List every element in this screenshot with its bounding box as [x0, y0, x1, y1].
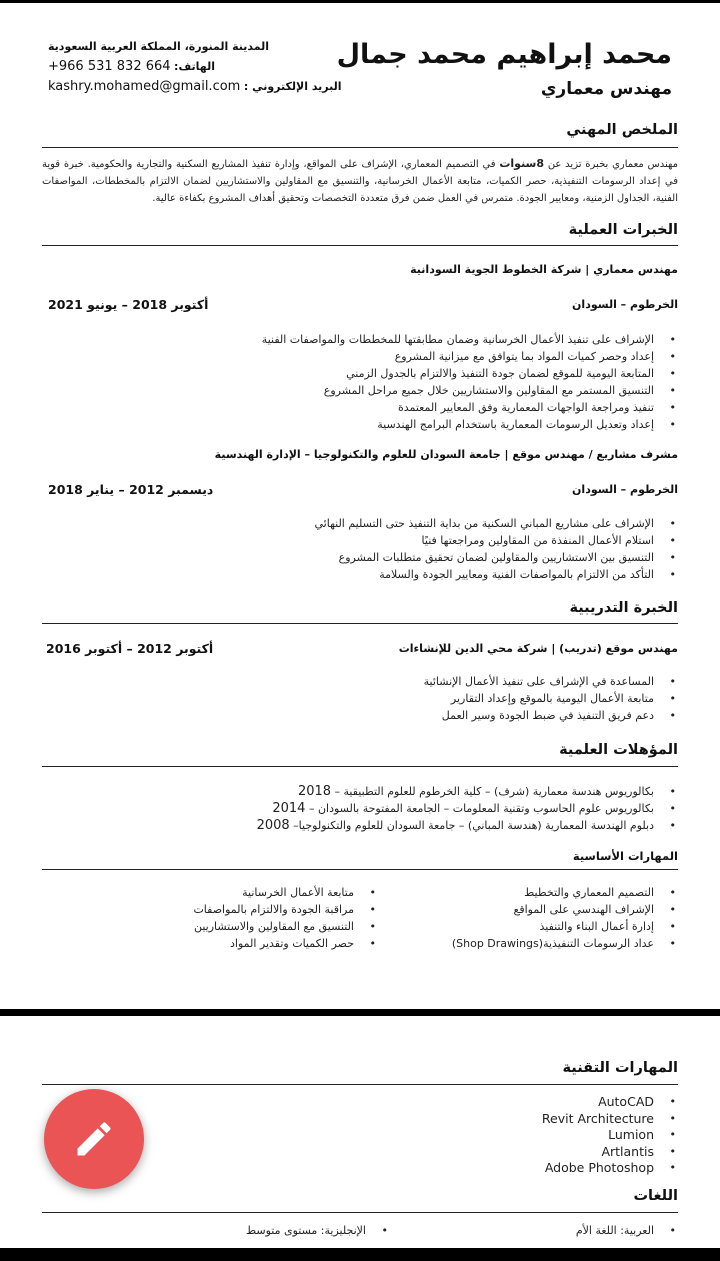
job-2-dates: ديسمبر 2012 – يناير 2018 [48, 482, 214, 497]
tech-skill: Revit Architecture [541, 1110, 654, 1126]
tech-skill: AutoCAD [598, 1094, 654, 1109]
list-item: • مراقبة الجودة والالتزام بالمواصفات [193, 901, 378, 918]
education-item-text: بكالوريوس علوم الحاسوب وتقنية المعلومات – الجامعة المفتوحة بالسودان – [305, 802, 654, 815]
summary-text-before: مهندس معماري بخبرة تزيد عن [544, 159, 678, 170]
tech-skill: Adobe Photoshop [544, 1160, 654, 1175]
contact-location: المدينة المنورة، المملكة العربية السعودية [48, 40, 270, 53]
education-item-text: دبلوم الهندسة المعمارية (هندسة المباني) – جامعة السودان للعلوم والتكنولوجيا– [289, 819, 654, 832]
list-item: • التنسيق المستمر مع المقاولين والاستشاريين خلال جميع مراحل المشروع [262, 382, 678, 399]
summary-years: 8سنوات [499, 157, 545, 170]
list-item: • عداد الرسومات التنفيذية(Shop Drawings) [452, 935, 678, 952]
tech-skill: Lumion [608, 1127, 654, 1142]
candidate-title: مهندس معماري [540, 79, 672, 99]
education-heading: المؤهلات العلمية [559, 742, 678, 758]
training-heading: الخبرة التدريبية [569, 600, 678, 616]
list-item: • المتابعة اليومية للموقع لضمان جودة التنفيذ والالتزام بالجدول الزمني [262, 365, 678, 382]
list-item: • التنسيق بين الاستشاريين والمقاولين لضمان تحقيق متطلبات المشروع [314, 549, 678, 566]
experience-heading: الخبرات العملية [568, 222, 678, 238]
phone-value: +966 531 832 664 [48, 59, 171, 74]
tech-skills-divider [42, 1084, 678, 1085]
list-item: • إدارة أعمال البناء والتنفيذ [452, 918, 678, 935]
training-dates: أكتوبر 2012 – أكتوبر 2016 [46, 641, 214, 656]
list-item [542, 1144, 678, 1161]
tech-skill: Artlantis [601, 1143, 654, 1159]
list-item: • الإشراف على تنفيذ الأعمال الخرسانية وضمان مطابقتها للمخططات والمواصفات الفنية [262, 331, 678, 348]
email-value: kashry.mohamed@gmail.com [48, 79, 241, 94]
job-2-title: مشرف مشاريع / مهندس موقع | جامعة السودان للعلوم والتكنولوجيا – الإدارة الهندسية [214, 448, 678, 461]
phone-label: الهاتف: [174, 60, 215, 73]
tech-skills-heading: المهارات التقنية [562, 1060, 678, 1076]
languages-list-native [576, 1222, 678, 1239]
training-bullets [424, 673, 678, 724]
list-item [542, 1111, 678, 1128]
summary-text-after: في التصميم المعماري، الإشراف على المواقع، وإدارة تنفيذ المشاريع السكنية والتجارية والحكومية. خبرة قوية في إعداد الرسومات التنفيذية، حصر الكميات، متابعة الأعمال الخرسانية، والتنسيق مع المقاولين والاستشاريين لضمان الالتزام بالمخططات، المواصفات الفنية، الجداول الزمنية، ومعايير الجودة. متمرس في العمل ضمن فرق متعددة التخصصات وتحقيق أهداف المشروع بكفاءة عالية. [42, 159, 678, 204]
pencil-icon [72, 1117, 116, 1161]
list-item: • دعم فريق التنفيذ في ضبط الجودة وسير العمل [424, 707, 678, 724]
core-skills-heading: المهارات الأساسية [572, 849, 678, 863]
core-skills-right-list [452, 884, 678, 952]
tech-skills-list [542, 1094, 678, 1177]
list-item: • المساعدة في الإشراف على تنفيذ الأعمال الإنشائية [424, 673, 678, 690]
training-title: مهندس موقع (تدريب) | شركة محي الدين للإنشاءات [398, 642, 678, 655]
core-skills-divider [42, 869, 678, 870]
languages-heading: اللغات [633, 1188, 678, 1204]
education-item-year: 2014 [272, 801, 306, 816]
core-skills-left-list [193, 884, 378, 952]
languages-list-other [246, 1222, 390, 1239]
experience-divider [42, 245, 678, 246]
list-item: • استلام الأعمال المنفذة من المقاولين ومراجعتها فنيًا [314, 532, 678, 549]
job-2-location: الخرطوم – السودان [572, 483, 678, 496]
list-item: • إعداد وتعديل الرسومات المعمارية باستخدام البرامج الهندسية [262, 416, 678, 433]
summary-divider [42, 147, 678, 148]
contact-block [48, 37, 348, 97]
list-item [542, 1160, 678, 1177]
education-list [257, 783, 678, 834]
job-1-location: الخرطوم – السودان [572, 298, 678, 311]
summary-heading: الملخص المهني [566, 122, 678, 138]
list-item [257, 817, 678, 834]
list-item: • حصر الكميات وتقدير المواد [193, 935, 378, 952]
education-item-year: 2018 [297, 784, 332, 799]
list-item [542, 1094, 678, 1111]
email-label: البريد الإلكتروني : [243, 80, 342, 93]
list-item [257, 800, 678, 817]
list-item: • التنسيق مع المقاولين والاستشاريين [193, 918, 378, 935]
list-item: • الإشراف الهندسي على المواقع [452, 901, 678, 918]
list-item: • تنفيذ ومراجعة الواجهات المعمارية وفق المعايير المعتمدة [262, 399, 678, 416]
training-divider [42, 623, 678, 624]
list-item: • متابعة الأعمال الخرسانية [193, 884, 378, 901]
education-item-year: 2008 [256, 818, 290, 833]
contact-email [48, 77, 348, 97]
list-item [257, 783, 678, 800]
list-item: • العربية: اللغة الأم [576, 1222, 678, 1239]
list-item: • التصميم المعماري والتخطيط [452, 884, 678, 901]
job-1-dates: أكتوبر 2018 – يونيو 2021 [48, 297, 209, 312]
edit-fab-button[interactable] [44, 1089, 144, 1189]
education-divider [42, 766, 678, 767]
list-item: • متابعة الأعمال اليومية بالموقع وإعداد التقارير [424, 690, 678, 707]
job-1-title: مهندس معماري | شركة الخطوط الجوية السودانية [410, 263, 678, 276]
job-2-bullets [314, 515, 678, 583]
education-item-text: بكالوريوس هندسة معمارية (شرف) – كلية الخرطوم للعلوم التطبيقية – [331, 785, 654, 798]
candidate-name: محمد إبراهيم محمد جمال [336, 39, 672, 70]
list-item: • الإنجليزية: مستوى متوسط [246, 1222, 390, 1239]
list-item: • الإشراف على مشاريع المباني السكنية من بداية التنفيذ حتى التسليم النهائي [314, 515, 678, 532]
languages-divider [42, 1212, 678, 1213]
list-item [542, 1127, 678, 1144]
contact-phone [48, 57, 348, 77]
summary-text [42, 155, 678, 207]
list-item: • التأكد من الالتزام بالمواصفات الفنية ومعايير الجودة والسلامة [314, 566, 678, 583]
job-1-bullets [262, 331, 678, 433]
resume-page-1 [0, 3, 720, 1009]
list-item: • إعداد وحصر كميات المواد بما يتوافق مع ميزانية المشروع [262, 348, 678, 365]
